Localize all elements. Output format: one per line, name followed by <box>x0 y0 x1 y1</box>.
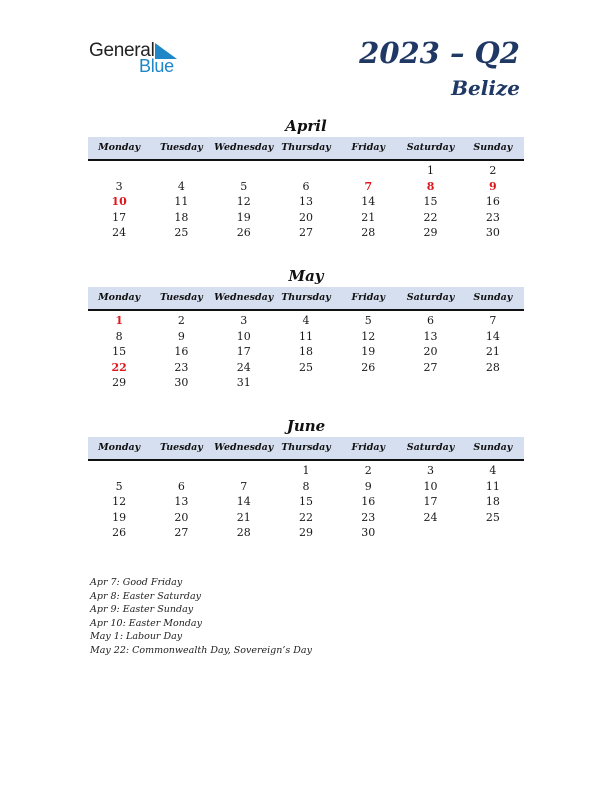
day-cell: 10 <box>236 329 251 343</box>
day-cell: 17 <box>236 345 251 358</box>
day-cell: 10 <box>423 479 438 493</box>
day-cell: 16 <box>361 495 376 508</box>
weekday-label-friday: Friday <box>351 442 386 453</box>
weekday-label-tuesday: Tuesday <box>160 292 203 303</box>
empty-day-cell <box>88 163 150 179</box>
month-title: April <box>285 117 327 135</box>
empty-day-cell <box>275 163 337 179</box>
day-cell: 19 <box>112 510 127 524</box>
day-cell: 5 <box>240 179 248 193</box>
day-cell: 23 <box>361 510 376 524</box>
day-cell: 7 <box>240 479 248 493</box>
day-cell: 31 <box>236 376 251 389</box>
day-grid <box>88 311 524 391</box>
weekday-label-sunday: Sunday <box>473 442 513 453</box>
week-row <box>88 225 524 241</box>
day-cell: 14 <box>236 495 251 508</box>
day-cell: 19 <box>236 210 251 224</box>
day-cell: 2 <box>364 464 372 477</box>
day-cell: 11 <box>174 195 189 208</box>
weekday-header <box>88 437 524 461</box>
day-cell: 21 <box>361 210 376 224</box>
day-cell: 13 <box>298 195 313 208</box>
day-cell: 11 <box>485 479 500 493</box>
day-cell: 30 <box>485 226 500 239</box>
day-cell: 23 <box>485 210 500 224</box>
day-cell: 5 <box>364 314 372 327</box>
day-cell: 2 <box>489 164 497 177</box>
weekday-label-monday: Monday <box>98 142 141 153</box>
weekday-label-tuesday: Tuesday <box>160 442 203 453</box>
day-cell: 17 <box>112 210 127 224</box>
day-cell: 19 <box>361 345 376 358</box>
weekday-label-thursday: Thursday <box>281 442 331 453</box>
day-cell: 14 <box>361 195 376 208</box>
day-cell: 27 <box>423 360 438 374</box>
holiday-day-cell: 22 <box>111 360 127 374</box>
day-cell: 14 <box>485 329 500 343</box>
day-cell: 25 <box>485 510 500 524</box>
weekday-label-monday: Monday <box>98 292 141 303</box>
day-cell: 26 <box>112 526 127 539</box>
day-cell: 30 <box>174 376 189 389</box>
empty-day-cell <box>213 463 275 479</box>
month-may <box>88 265 524 391</box>
day-cell: 3 <box>115 179 123 193</box>
empty-day-cell <box>88 463 150 479</box>
weekday-label-wednesday: Wednesday <box>214 442 274 453</box>
holiday-note: Apr 10: Easter Monday <box>90 617 202 629</box>
page-title: 2023 – Q2 <box>359 36 520 70</box>
week-row <box>88 510 524 526</box>
day-cell: 7 <box>489 314 497 327</box>
day-cell: 27 <box>298 226 313 239</box>
month-title: May <box>288 267 324 285</box>
week-row <box>88 375 524 391</box>
weekday-label-friday: Friday <box>351 142 386 153</box>
holiday-day-cell: 7 <box>364 179 373 193</box>
empty-day-cell <box>462 375 524 391</box>
day-cell: 2 <box>177 314 185 327</box>
day-cell: 4 <box>489 464 497 477</box>
day-cell: 13 <box>423 329 438 343</box>
holiday-day-cell: 8 <box>426 179 435 193</box>
day-cell: 15 <box>423 195 438 208</box>
empty-day-cell <box>462 525 524 541</box>
holiday-day-cell: 1 <box>115 314 123 327</box>
logo-general-text: General <box>89 40 155 61</box>
day-cell: 6 <box>302 179 310 193</box>
day-cell: 20 <box>174 510 189 524</box>
day-cell: 30 <box>361 526 376 539</box>
weekday-label-sunday: Sunday <box>473 142 513 153</box>
day-cell: 12 <box>112 495 127 508</box>
day-cell: 15 <box>298 495 313 508</box>
weekday-label-sunday: Sunday <box>473 292 513 303</box>
day-cell: 6 <box>177 479 185 493</box>
week-row <box>88 479 524 495</box>
week-row <box>88 360 524 376</box>
weekday-label-monday: Monday <box>98 442 141 453</box>
day-cell: 16 <box>485 195 500 208</box>
day-cell: 11 <box>298 329 313 343</box>
weekday-label-saturday: Saturday <box>406 442 455 453</box>
day-cell: 24 <box>236 360 251 374</box>
holiday-note: May 22: Commonwealth Day, Sovereign’s Day <box>90 644 312 656</box>
day-cell: 12 <box>361 329 376 343</box>
day-cell: 20 <box>423 345 438 358</box>
week-row <box>88 163 524 179</box>
day-cell: 18 <box>298 345 313 358</box>
day-cell: 18 <box>485 495 500 508</box>
day-cell: 24 <box>423 510 438 524</box>
empty-day-cell <box>337 375 399 391</box>
week-row <box>88 494 524 510</box>
day-cell: 18 <box>174 210 189 224</box>
day-cell: 28 <box>236 526 251 539</box>
day-cell: 20 <box>298 210 313 224</box>
empty-day-cell <box>275 375 337 391</box>
day-cell: 8 <box>115 329 123 343</box>
holiday-note: May 1: Labour Day <box>90 631 183 643</box>
week-row <box>88 463 524 479</box>
day-cell: 1 <box>302 464 310 477</box>
holiday-day-cell: 10 <box>111 195 127 208</box>
day-cell: 4 <box>302 314 310 327</box>
week-row <box>88 313 524 329</box>
week-row <box>88 179 524 195</box>
weekday-label-wednesday: Wednesday <box>214 142 274 153</box>
day-cell: 4 <box>177 179 185 193</box>
day-cell: 25 <box>298 360 313 374</box>
day-cell: 9 <box>364 479 372 493</box>
day-cell: 16 <box>174 345 189 358</box>
day-cell: 9 <box>177 329 185 343</box>
day-cell: 22 <box>423 210 438 224</box>
week-row <box>88 329 524 345</box>
page-subtitle: Belize <box>451 76 520 100</box>
month-april <box>88 115 524 241</box>
weekday-label-thursday: Thursday <box>281 292 331 303</box>
day-grid <box>88 461 524 541</box>
holiday-note: Apr 7: Good Friday <box>90 577 183 588</box>
day-cell: 3 <box>427 464 435 477</box>
day-cell: 29 <box>112 376 127 389</box>
week-row <box>88 194 524 210</box>
holiday-day-cell: 9 <box>489 179 497 193</box>
day-cell: 26 <box>361 360 376 374</box>
day-cell: 28 <box>361 226 376 239</box>
day-cell: 3 <box>240 314 248 327</box>
day-cell: 1 <box>427 164 435 177</box>
logo-blue-text: Blue <box>139 56 174 76</box>
day-cell: 5 <box>115 479 123 493</box>
day-cell: 29 <box>298 526 313 539</box>
empty-day-cell <box>150 163 212 179</box>
empty-day-cell <box>399 525 461 541</box>
holiday-note: Apr 8: Easter Saturday <box>90 590 202 602</box>
empty-day-cell <box>213 163 275 179</box>
day-grid <box>88 161 524 241</box>
day-cell: 24 <box>112 226 127 239</box>
week-row <box>88 210 524 226</box>
day-cell: 6 <box>427 314 435 327</box>
weekday-label-thursday: Thursday <box>281 142 331 153</box>
day-cell: 25 <box>174 226 189 239</box>
day-cell: 26 <box>236 226 251 239</box>
empty-day-cell <box>150 463 212 479</box>
day-cell: 29 <box>423 226 438 239</box>
day-cell: 15 <box>112 345 127 358</box>
day-cell: 21 <box>236 510 251 524</box>
holiday-note: Apr 9: Easter Sunday <box>90 604 194 616</box>
week-row <box>88 525 524 541</box>
weekday-header <box>88 137 524 161</box>
day-cell: 27 <box>174 526 189 539</box>
logo <box>89 40 189 76</box>
weekday-label-friday: Friday <box>351 292 386 303</box>
day-cell: 28 <box>485 360 500 374</box>
weekday-header <box>88 287 524 311</box>
day-cell: 22 <box>298 510 313 524</box>
day-cell: 17 <box>423 495 438 508</box>
day-cell: 13 <box>174 495 189 508</box>
day-cell: 21 <box>485 345 500 358</box>
month-title: June <box>286 417 326 435</box>
day-cell: 12 <box>236 195 251 208</box>
week-row <box>88 344 524 360</box>
weekday-label-saturday: Saturday <box>406 292 455 303</box>
day-cell: 8 <box>302 479 310 493</box>
day-cell: 23 <box>174 360 189 374</box>
empty-day-cell <box>337 163 399 179</box>
month-june <box>88 415 524 541</box>
weekday-label-wednesday: Wednesday <box>214 292 274 303</box>
weekday-label-tuesday: Tuesday <box>160 142 203 153</box>
holiday-notes <box>90 576 312 658</box>
weekday-label-saturday: Saturday <box>406 142 455 153</box>
empty-day-cell <box>399 375 461 391</box>
